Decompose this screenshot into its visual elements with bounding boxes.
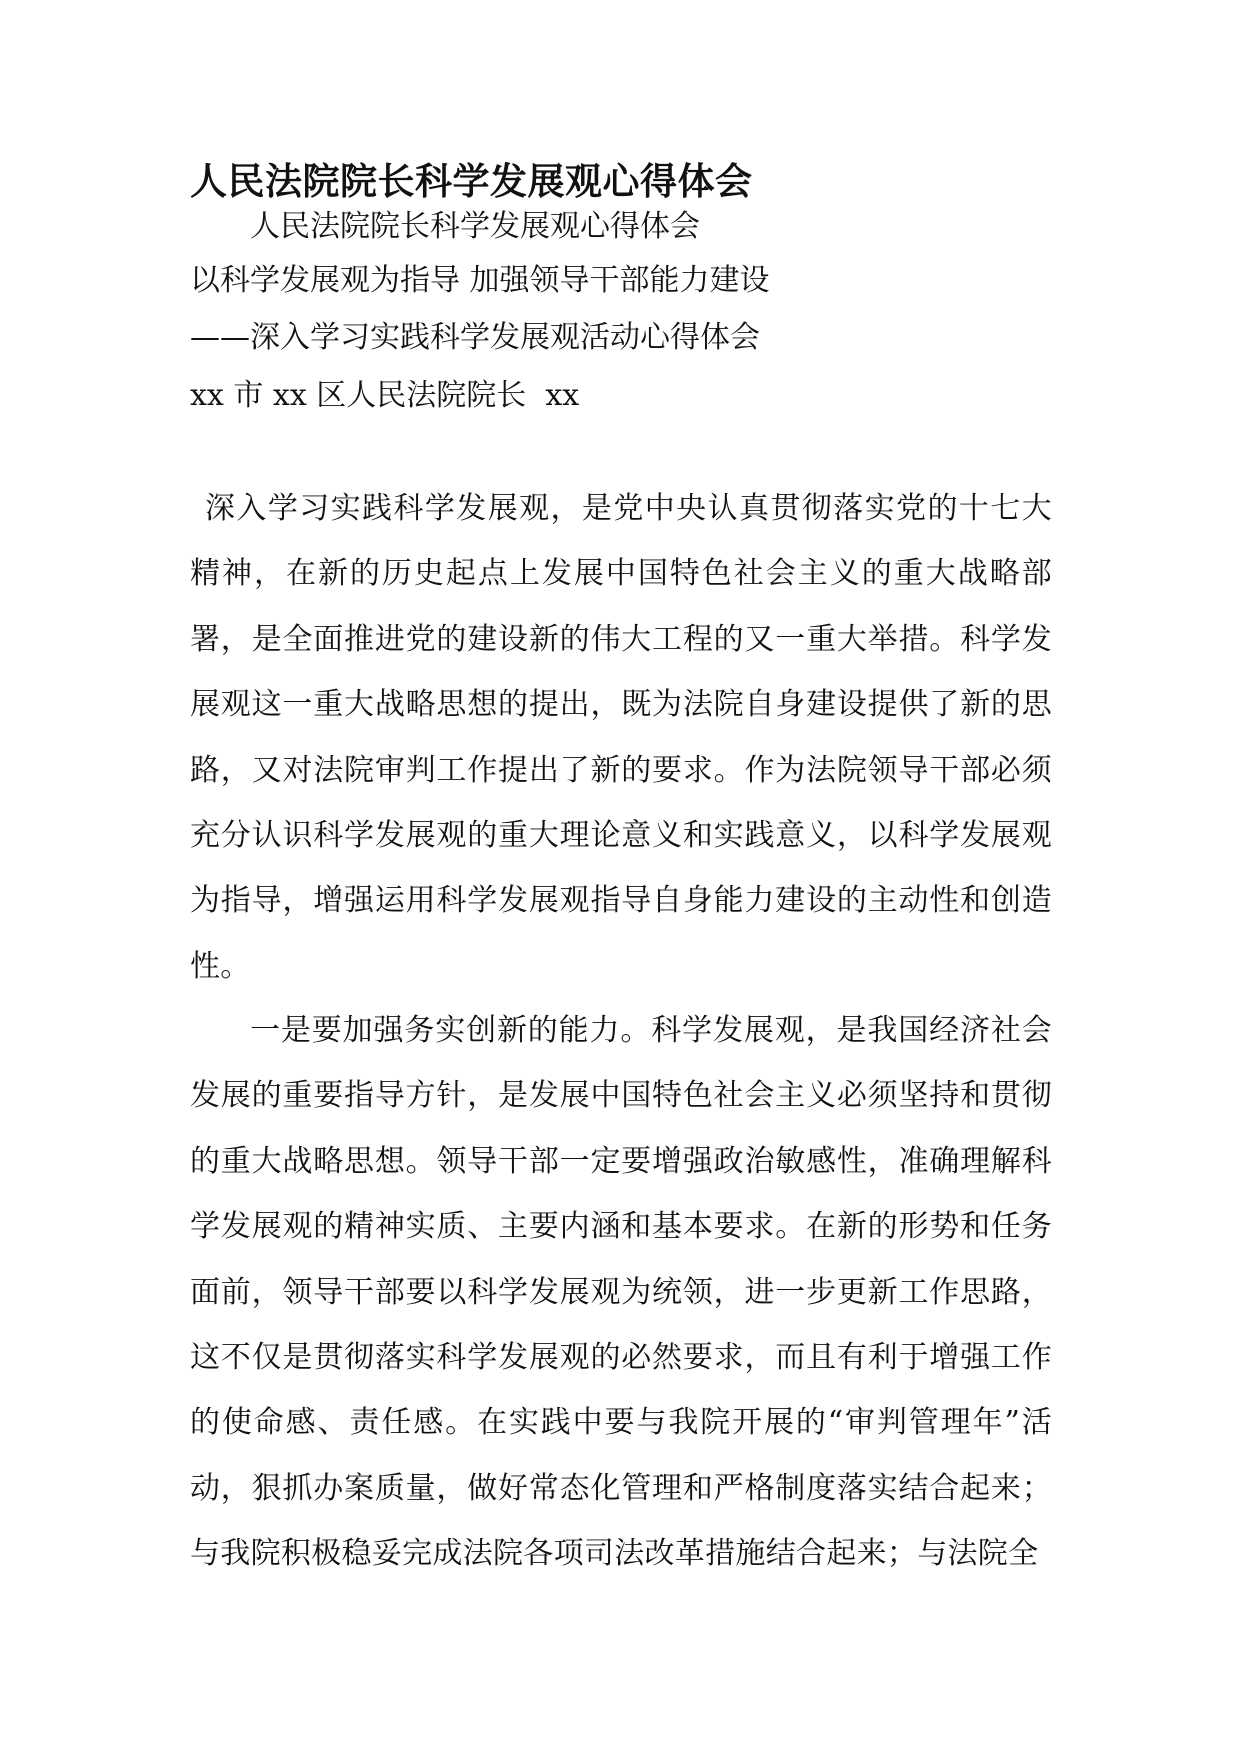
document-heading: 以科学发展观为指导 加强领导干部能力建设 [190, 263, 770, 298]
document-subtitle: 人民法院院长科学发展观心得体会 [250, 209, 700, 244]
document-title: 人民法院院长科学发展观心得体会 [190, 159, 753, 203]
author-line: xx 市 xx 区人民法院院长 xx [190, 378, 580, 413]
body-paragraph-1: 深入学习实践科学发展观，是党中央认真贯彻落实党的十七大精神，在新的历史起点上发展中国特色社会主义的重大战略部署，是全面推进党的建设新的伟大工程的又一重大举措。科学发展观这一重大战略思想的提出，既为法院自身建设提供了新的思路，又对法院审判工作提出了新的要求。作为法院领导干部必须充分认识科学发展观的重大理论意义和实践意义，以科学发展观为指导，增强运用科学发展观指导自身能力建设的主动性和创造性。 [190, 491, 1052, 984]
body-paragraph-2: 一是要加强务实创新的能力。科学发展观，是我国经济社会发展的重要指导方针，是发展中国特色社会主义必须坚持和贯彻的重大战略思想。领导干部一定要增强政治敏感性，准确理解科学发展观的精神实质、主要内涵和基本要求。在新的形势和任务面前，领导干部要以科学发展观为统领，进一步更新工作思路，这不仅是贯彻落实科学发展观的必然要求，而且有利于增强工作的使命感、责任感。在实践中要与我院开展的“审判管理年”活动，狠抓办案质量，做好常态化管理和严格制度落实结合起来；与我院积极稳妥完成法院各项司法改革措施结合起来；与法院全 [190, 1013, 1052, 1572]
document-subheading: ——深入学习实践科学发展观活动心得体会 [190, 320, 760, 355]
